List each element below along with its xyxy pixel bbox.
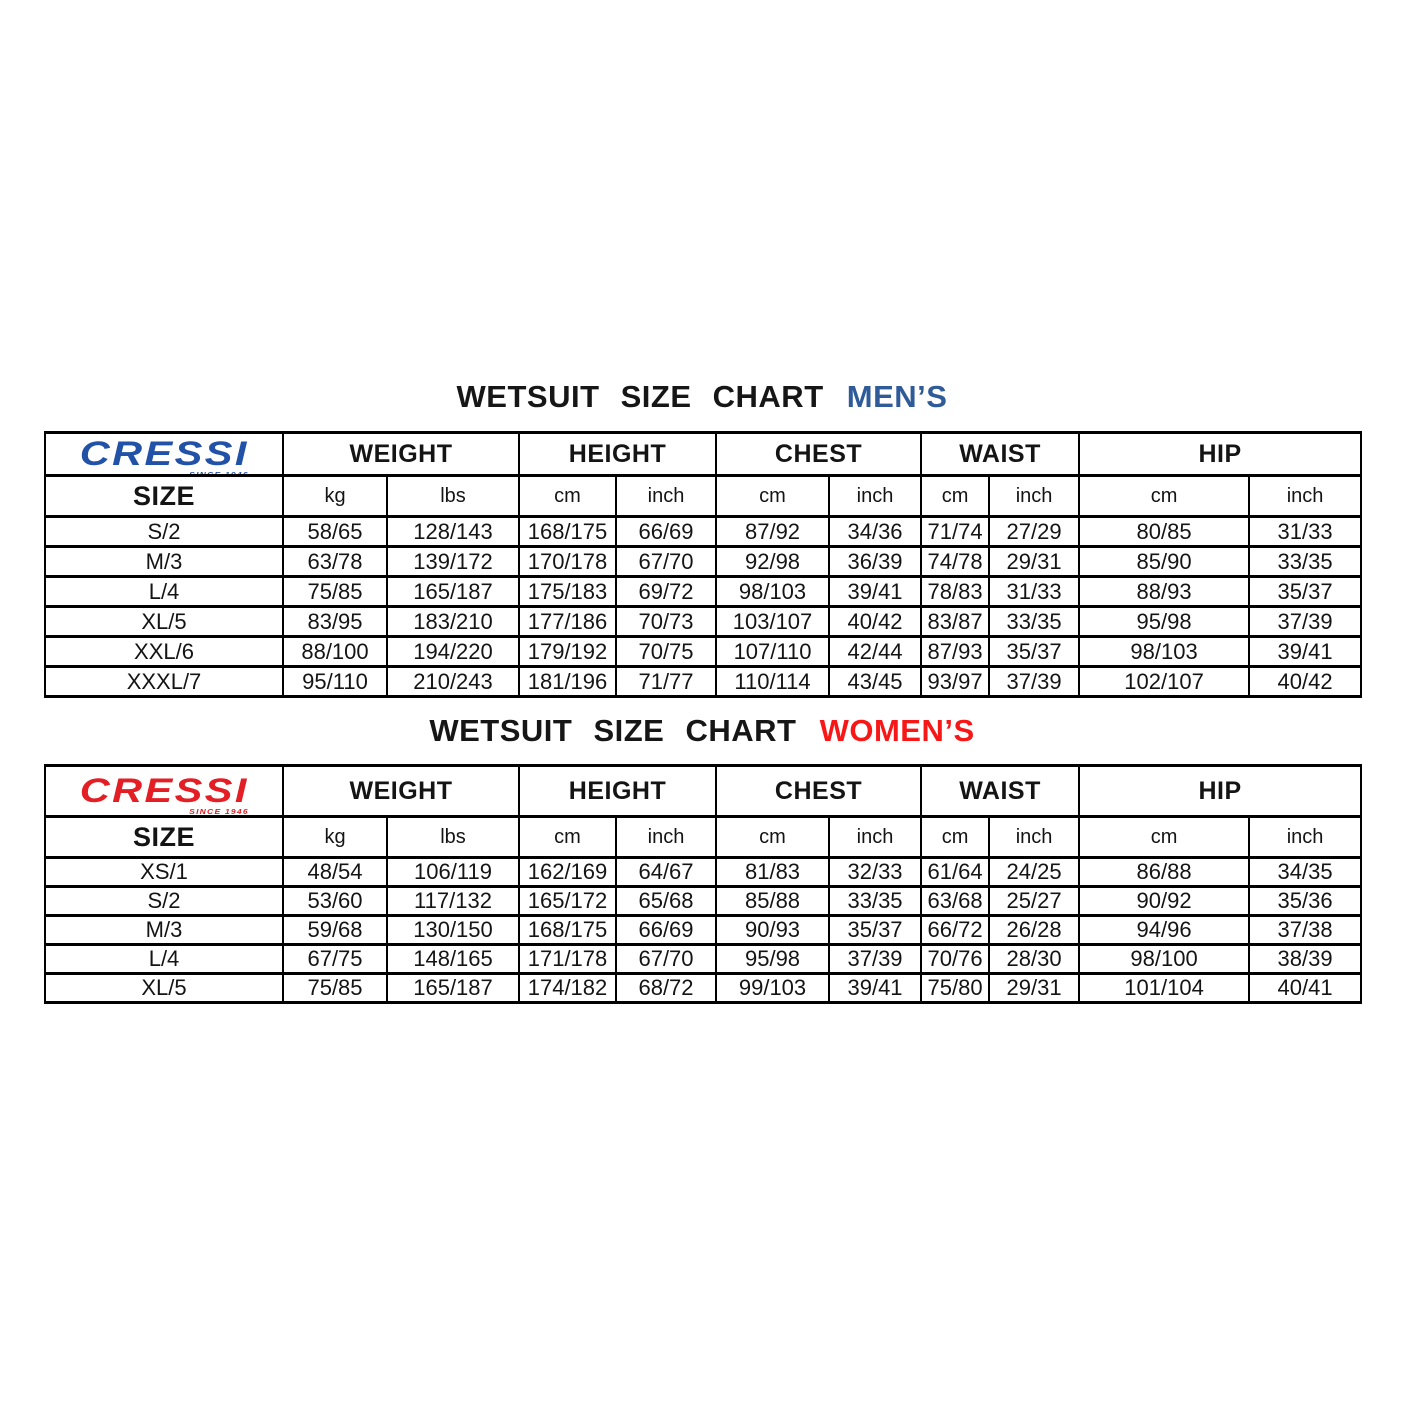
value-cell: 29/31 [989, 974, 1079, 1003]
value-cell: 78/83 [921, 577, 989, 607]
value-cell: 168/175 [519, 916, 616, 945]
value-cell: 35/36 [1249, 887, 1361, 916]
cressi-logo-tagline: SINCE 1946 [188, 808, 249, 816]
value-cell: 117/132 [387, 887, 519, 916]
size-label-cell: M/3 [45, 547, 283, 577]
value-cell: 81/83 [716, 858, 829, 887]
value-cell: 35/37 [1249, 577, 1361, 607]
value-cell: 95/98 [716, 945, 829, 974]
mens-chart-title-text: WETSUIT SIZE CHART [456, 379, 824, 414]
value-cell: 35/37 [829, 916, 921, 945]
table-row [45, 887, 1361, 916]
value-cell: 99/103 [716, 974, 829, 1003]
column-group-hip: HIP [1079, 433, 1361, 476]
value-cell: 24/25 [989, 858, 1079, 887]
value-cell: 87/93 [921, 637, 989, 667]
value-cell: 58/65 [283, 517, 387, 547]
value-cell: 139/172 [387, 547, 519, 577]
unit-header: cm [716, 817, 829, 858]
unit-header: inch [989, 817, 1079, 858]
value-cell: 31/33 [989, 577, 1079, 607]
column-group-waist: WAIST [921, 433, 1079, 476]
table-row [45, 637, 1361, 667]
value-cell: 88/100 [283, 637, 387, 667]
value-cell: 65/68 [616, 887, 716, 916]
womens-size-table [44, 764, 1362, 1004]
value-cell: 33/35 [1249, 547, 1361, 577]
value-cell: 70/76 [921, 945, 989, 974]
value-cell: 64/67 [616, 858, 716, 887]
value-cell: 43/45 [829, 667, 921, 697]
value-cell: 179/192 [519, 637, 616, 667]
value-cell: 70/73 [616, 607, 716, 637]
womens-chart-title [44, 713, 1360, 749]
size-label-cell: L/4 [45, 945, 283, 974]
column-group-height: HEIGHT [519, 766, 716, 817]
cressi-logo-cell [45, 433, 283, 476]
mens-chart-title-gender: MEN’S [846, 379, 948, 414]
womens-chart-title-gender: WOMEN’S [819, 713, 975, 748]
table-row [45, 577, 1361, 607]
column-group-hip: HIP [1079, 766, 1361, 817]
value-cell: 40/42 [829, 607, 921, 637]
value-cell: 98/103 [716, 577, 829, 607]
value-cell: 31/33 [1249, 517, 1361, 547]
value-cell: 94/96 [1079, 916, 1249, 945]
value-cell: 63/68 [921, 887, 989, 916]
value-cell: 71/74 [921, 517, 989, 547]
size-label-cell: XS/1 [45, 858, 283, 887]
unit-header: cm [921, 817, 989, 858]
column-group-weight: WEIGHT [283, 766, 519, 817]
value-cell: 130/150 [387, 916, 519, 945]
size-label-cell: L/4 [45, 577, 283, 607]
table-row [45, 858, 1361, 887]
value-cell: 210/243 [387, 667, 519, 697]
value-cell: 165/187 [387, 974, 519, 1003]
table-row [45, 517, 1361, 547]
unit-header: kg [283, 476, 387, 517]
value-cell: 74/78 [921, 547, 989, 577]
size-column-header: SIZE [45, 817, 283, 858]
cressi-logo-cell [45, 766, 283, 817]
value-cell: 40/41 [1249, 974, 1361, 1003]
unit-header: inch [616, 476, 716, 517]
value-cell: 59/68 [283, 916, 387, 945]
value-cell: 177/186 [519, 607, 616, 637]
value-cell: 42/44 [829, 637, 921, 667]
size-column-header: SIZE [45, 476, 283, 517]
value-cell: 32/33 [829, 858, 921, 887]
table-row [45, 945, 1361, 974]
value-cell: 67/70 [616, 547, 716, 577]
value-cell: 63/78 [283, 547, 387, 577]
table-row [45, 667, 1361, 697]
value-cell: 37/39 [989, 667, 1079, 697]
size-label-cell: S/2 [45, 887, 283, 916]
value-cell: 26/28 [989, 916, 1079, 945]
value-cell: 93/97 [921, 667, 989, 697]
value-cell: 38/39 [1249, 945, 1361, 974]
value-cell: 110/114 [716, 667, 829, 697]
value-cell: 92/98 [716, 547, 829, 577]
value-cell: 175/183 [519, 577, 616, 607]
unit-header: lbs [387, 817, 519, 858]
mens-chart-title [44, 379, 1360, 415]
unit-header: kg [283, 817, 387, 858]
value-cell: 37/39 [1249, 607, 1361, 637]
value-cell: 194/220 [387, 637, 519, 667]
column-group-chest: CHEST [716, 766, 921, 817]
size-label-cell: XL/5 [45, 607, 283, 637]
value-cell: 28/30 [989, 945, 1079, 974]
value-cell: 67/70 [616, 945, 716, 974]
value-cell: 165/187 [387, 577, 519, 607]
value-cell: 36/39 [829, 547, 921, 577]
value-cell: 69/72 [616, 577, 716, 607]
value-cell: 90/93 [716, 916, 829, 945]
value-cell: 83/95 [283, 607, 387, 637]
value-cell: 75/85 [283, 577, 387, 607]
unit-header: inch [829, 476, 921, 517]
value-cell: 85/88 [716, 887, 829, 916]
table-row [45, 607, 1361, 637]
unit-header: inch [989, 476, 1079, 517]
value-cell: 85/90 [1079, 547, 1249, 577]
value-cell: 53/60 [283, 887, 387, 916]
value-cell: 37/39 [829, 945, 921, 974]
value-cell: 83/87 [921, 607, 989, 637]
value-cell: 165/172 [519, 887, 616, 916]
cressi-logo-tagline: SINCE 1946 [188, 471, 249, 476]
cressi-logo [79, 434, 249, 476]
value-cell: 27/29 [989, 517, 1079, 547]
value-cell: 33/35 [829, 887, 921, 916]
value-cell: 39/41 [829, 577, 921, 607]
value-cell: 174/182 [519, 974, 616, 1003]
value-cell: 95/110 [283, 667, 387, 697]
womens-chart-title-text: WETSUIT SIZE CHART [429, 713, 797, 748]
value-cell: 86/88 [1079, 858, 1249, 887]
unit-header: cm [1079, 817, 1249, 858]
value-cell: 67/75 [283, 945, 387, 974]
size-label-cell: XXXL/7 [45, 667, 283, 697]
value-cell: 95/98 [1079, 607, 1249, 637]
value-cell: 80/85 [1079, 517, 1249, 547]
column-group-waist: WAIST [921, 766, 1079, 817]
value-cell: 148/165 [387, 945, 519, 974]
cressi-logo-text: CRESSI [79, 771, 249, 810]
value-cell: 71/77 [616, 667, 716, 697]
cressi-logo-text: CRESSI [79, 434, 249, 473]
unit-header: inch [1249, 476, 1361, 517]
cressi-logo [79, 771, 249, 816]
value-cell: 40/42 [1249, 667, 1361, 697]
unit-header: inch [1249, 817, 1361, 858]
unit-header: cm [519, 476, 616, 517]
column-group-weight: WEIGHT [283, 433, 519, 476]
unit-header: inch [616, 817, 716, 858]
value-cell: 98/100 [1079, 945, 1249, 974]
value-cell: 128/143 [387, 517, 519, 547]
value-cell: 75/85 [283, 974, 387, 1003]
value-cell: 34/35 [1249, 858, 1361, 887]
value-cell: 61/64 [921, 858, 989, 887]
size-label-cell: XL/5 [45, 974, 283, 1003]
unit-header: cm [519, 817, 616, 858]
table-row [45, 916, 1361, 945]
column-group-height: HEIGHT [519, 433, 716, 476]
size-label-cell: S/2 [45, 517, 283, 547]
value-cell: 102/107 [1079, 667, 1249, 697]
value-cell: 87/92 [716, 517, 829, 547]
value-cell: 39/41 [1249, 637, 1361, 667]
group-header-row [45, 433, 1361, 476]
value-cell: 101/104 [1079, 974, 1249, 1003]
value-cell: 98/103 [1079, 637, 1249, 667]
value-cell: 37/38 [1249, 916, 1361, 945]
value-cell: 66/69 [616, 517, 716, 547]
value-cell: 66/72 [921, 916, 989, 945]
unit-header: cm [921, 476, 989, 517]
value-cell: 183/210 [387, 607, 519, 637]
mens-size-table [44, 431, 1362, 698]
value-cell: 181/196 [519, 667, 616, 697]
unit-header-row [45, 476, 1361, 517]
value-cell: 39/41 [829, 974, 921, 1003]
size-label-cell: M/3 [45, 916, 283, 945]
unit-header: inch [829, 817, 921, 858]
unit-header: cm [1079, 476, 1249, 517]
unit-header: cm [716, 476, 829, 517]
value-cell: 70/75 [616, 637, 716, 667]
size-label-cell: XXL/6 [45, 637, 283, 667]
value-cell: 107/110 [716, 637, 829, 667]
value-cell: 66/69 [616, 916, 716, 945]
table-row [45, 547, 1361, 577]
value-cell: 48/54 [283, 858, 387, 887]
value-cell: 35/37 [989, 637, 1079, 667]
column-group-chest: CHEST [716, 433, 921, 476]
value-cell: 68/72 [616, 974, 716, 1003]
value-cell: 25/27 [989, 887, 1079, 916]
unit-header-row [45, 817, 1361, 858]
value-cell: 88/93 [1079, 577, 1249, 607]
value-cell: 34/36 [829, 517, 921, 547]
value-cell: 170/178 [519, 547, 616, 577]
group-header-row [45, 766, 1361, 817]
value-cell: 29/31 [989, 547, 1079, 577]
table-row [45, 974, 1361, 1003]
value-cell: 33/35 [989, 607, 1079, 637]
value-cell: 162/169 [519, 858, 616, 887]
value-cell: 106/119 [387, 858, 519, 887]
value-cell: 168/175 [519, 517, 616, 547]
value-cell: 90/92 [1079, 887, 1249, 916]
value-cell: 171/178 [519, 945, 616, 974]
unit-header: lbs [387, 476, 519, 517]
value-cell: 103/107 [716, 607, 829, 637]
value-cell: 75/80 [921, 974, 989, 1003]
